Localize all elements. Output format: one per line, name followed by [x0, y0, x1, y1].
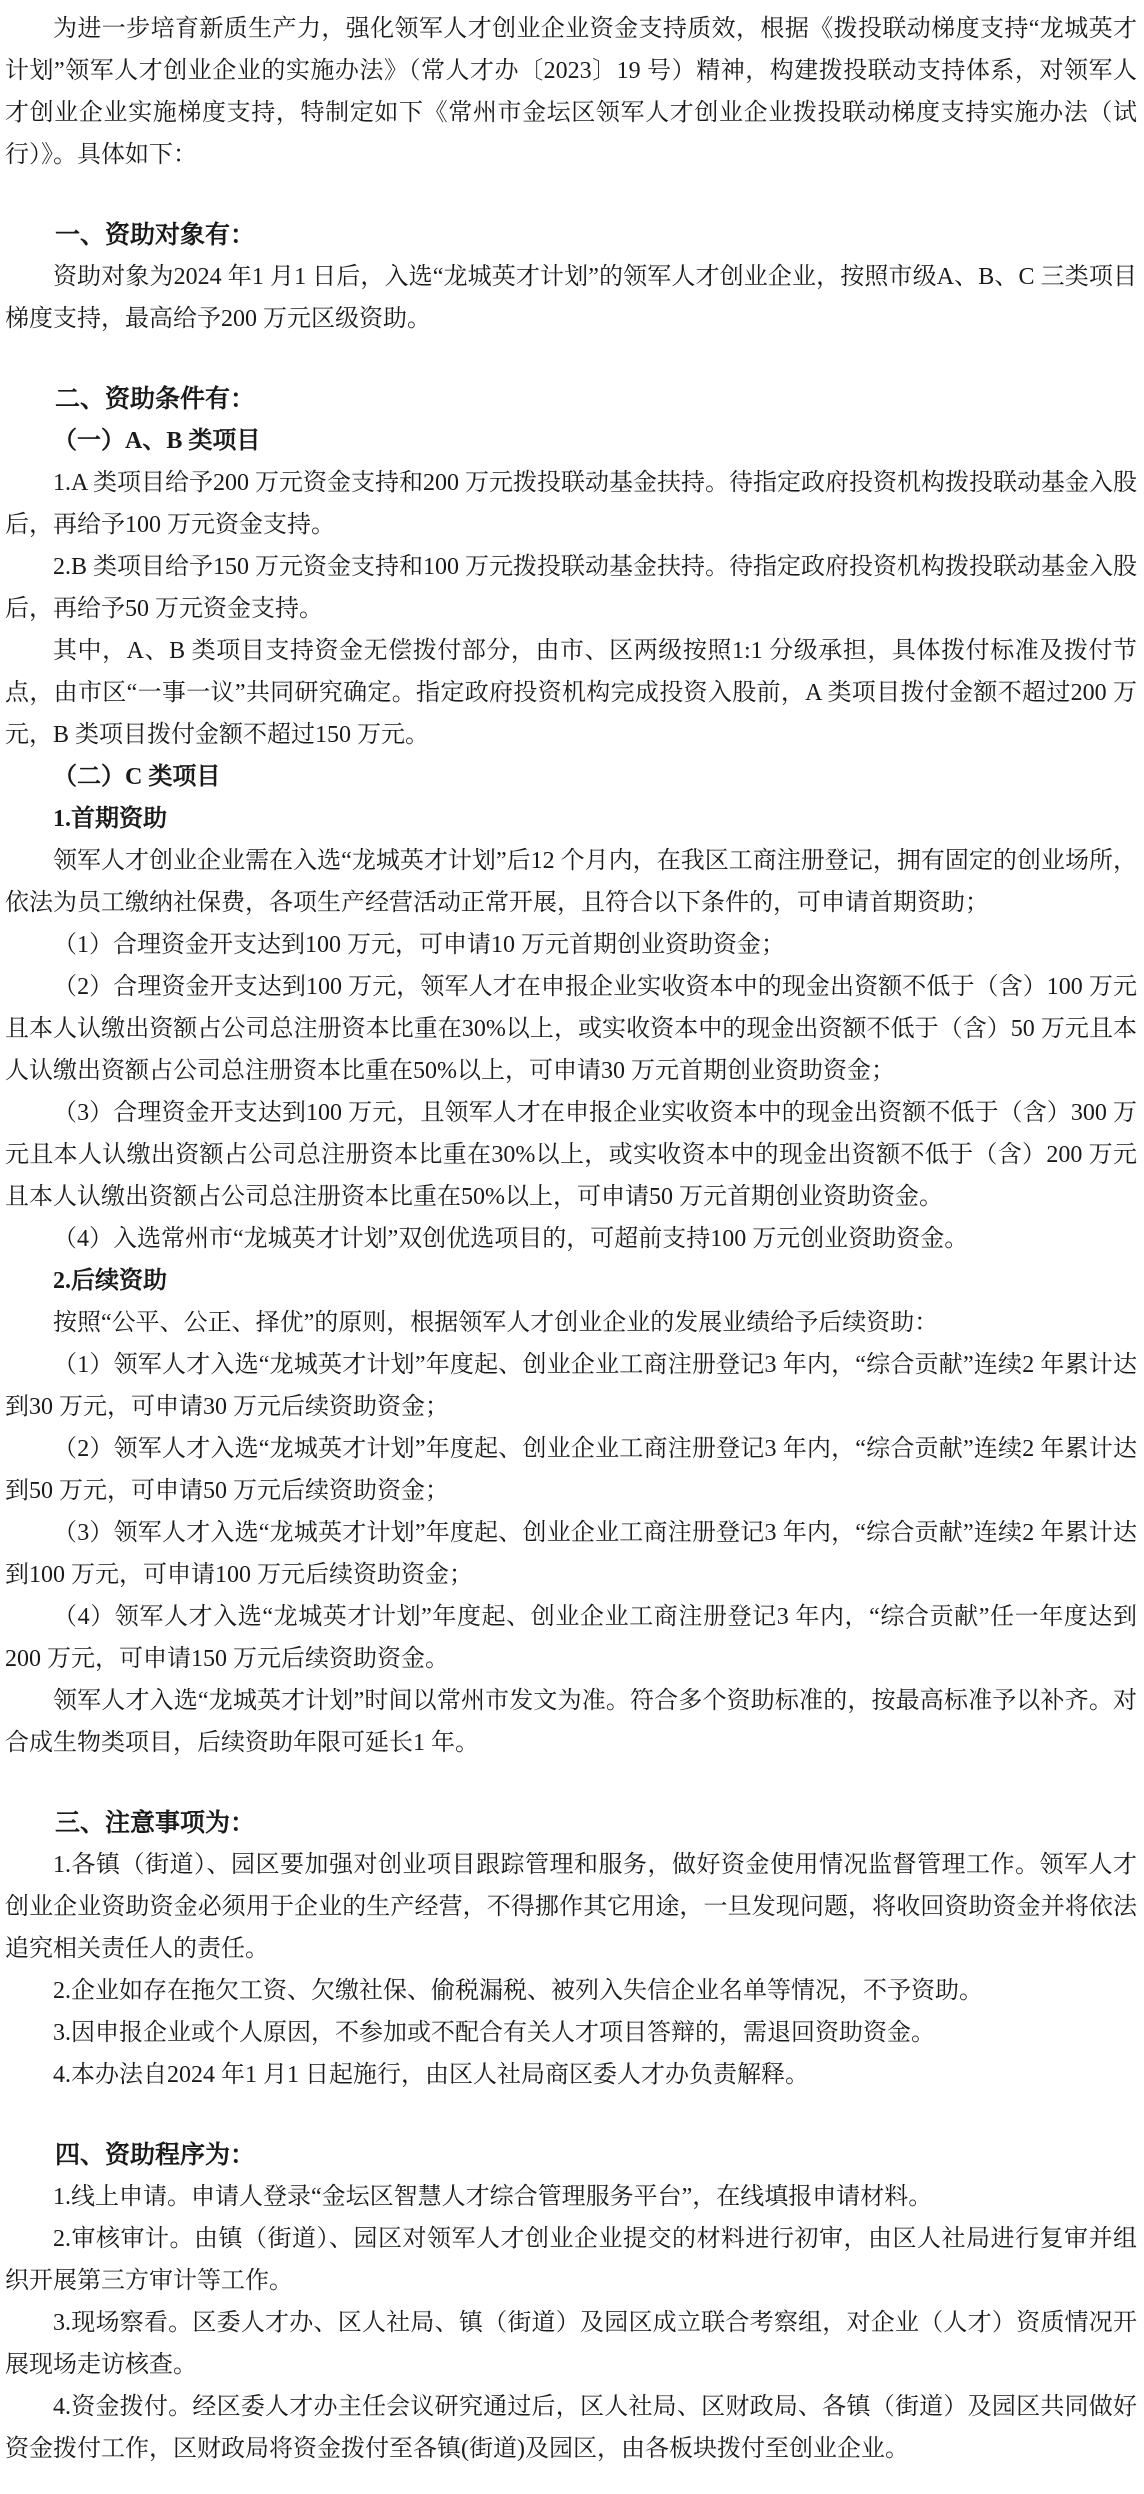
procedure-item: 1.线上申请。申请人登录“金坛区智慧人才综合管理服务平台”，在线填报申请材料。 [53, 2184, 933, 2210]
follow-up-item: （4）领军人才入选“龙城英才计划”年度起、创业企业工商注册登记3 年内，“综合贡献”任一年度达到200 万元，可申请150 万元后续资助资金。 [5, 1604, 1137, 1672]
first-phase-item: （4）入选常州市“龙城英才计划”双创优选项目的，可超前支持100 万元创业资助资金。 [53, 1226, 969, 1252]
procedure-item: 2.审核审计。由镇（街道）、园区对领军人才创业企业提交的材料进行初审，由区人社局进行复审并组织开展第三方审计等工作。 [5, 2226, 1137, 2294]
first-phase-heading: 1.首期资助 [53, 806, 167, 832]
project-a-paragraph: 1.A 类项目给予200 万元资金支持和200 万元拨投联动基金扶持。待指定政府投资机构拨投联动基金入股后，再给予100 万元资金支持。 [5, 470, 1138, 538]
project-b-paragraph: 2.B 类项目给予150 万元资金支持和100 万元拨投联动基金扶持。待指定政府投资机构拨投联动基金入股后，再给予50 万元资金支持。 [5, 554, 1138, 622]
notice-item: 2.企业如存在拖欠工资、欠缴社保、偷税漏税、被列入失信企业名单等情况，不予资助。 [53, 1978, 983, 2004]
section-2-sub-c-heading: （二）C 类项目 [53, 764, 221, 790]
follow-up-item: （3）领军人才入选“龙城英才计划”年度起、创业企业工商注册登记3 年内，“综合贡献”连续2 年累计达到100 万元，可申请100 万元后续资助资金； [5, 1520, 1137, 1588]
procedure-item: 3.现场察看。区委人才办、区人社局、镇（街道）及园区成立联合考察组，对企业（人才）资质情况开展现场走访核查。 [5, 2310, 1137, 2378]
first-phase-item: （3）合理资金开支达到100 万元，且领军人才在申报企业实收资本中的现金出资额不低于（含）300 万元且本人认缴出资额占公司总注册资本比重在30%以上，或实收资本中的现金出资额不低于（含）200 万元且本人认缴出资额占公司总注册资本比重在50%以上，可申请50 万元首期创业资助资金。 [5, 1100, 1137, 1210]
intro-paragraph: 为进一步培育新质生产力，强化领军人才创业企业资金支持质效，根据《拨投联动梯度支持“龙城英才计划”领军人才创业企业的实施办法》（常人才办〔2023〕19 号）精神，构建拨投联动支持体系，对领军人才创业企业实施梯度支持，特制定如下《常州市金坛区领军人才创业企业拨投联动梯度支持实施办法（试行）》。具体如下： [5, 16, 1137, 168]
follow-up-item: （2）领军人才入选“龙城英才计划”年度起、创业企业工商注册登记3 年内，“综合贡献”连续2 年累计达到50 万元，可申请50 万元后续资助资金； [5, 1436, 1137, 1504]
procedure-item: 4.资金拨付。经区委人才办主任会议研究通过后，区人社局、区财政局、各镇（街道）及园区共同做好资金拨付工作，区财政局将资金拨付至各镇(街道)及园区，由各板块拨付至创业企业。 [5, 2394, 1137, 2462]
section-3-heading: 三、注意事项为： [55, 1809, 256, 1837]
notice-item: 4.本办法自2024 年1 月1 日起施行，由区人社局商区委人才办负责解释。 [53, 2062, 809, 2088]
section-1-paragraph: 资助对象为2024 年1 月1 日后，入选“龙城英才计划”的领军人才创业企业，按照市级A、B、C 三类项目梯度支持，最高给予200 万元区级资助。 [5, 264, 1137, 332]
section-4-heading: 四、资助程序为： [55, 2141, 256, 2169]
notice-item: 3.因申报企业或个人原因，不参加或不配合有关人才项目答辩的，需退回资助资金。 [53, 2020, 935, 2046]
follow-up-note-paragraph: 领军人才入选“龙城英才计划”时间以常州市发文为准。符合多个资助标准的，按最高标准予以补齐。对合成生物类项目，后续资助年限可延长1 年。 [5, 1688, 1137, 1756]
follow-up-heading: 2.后续资助 [53, 1268, 167, 1294]
follow-up-principle-paragraph: 按照“公平、公正、择优”的原则，根据领军人才创业企业的发展业绩给予后续资助： [53, 1310, 939, 1336]
ab-funding-detail-paragraph: 其中，A、B 类项目支持资金无偿拨付部分，由市、区两级按照1:1 分级承担，具体拨付标准及拨付节点，由市区“一事一议”共同研究确定。指定政府投资机构完成投资入股前，A 类项目拨付金额不超过200 万元，B 类项目拨付金额不超过150 万元。 [5, 638, 1137, 748]
section-2-heading: 二、资助条件有： [55, 385, 256, 413]
section-2-sub-ab-heading: （一）A、B 类项目 [53, 428, 261, 454]
first-phase-item: （1）合理资金开支达到100 万元，可申请10 万元首期创业资助资金； [53, 932, 785, 958]
first-phase-intro-paragraph: 领军人才创业企业需在入选“龙城英才计划”后12 个月内，在我区工商注册登记，拥有固定的创业场所，依法为员工缴纳社保费，各项生产经营活动正常开展，且符合以下条件的，可申请首期资助； [5, 848, 1137, 916]
notice-item: 1.各镇（街道）、园区要加强对创业项目跟踪管理和服务，做好资金使用情况监督管理工作。领军人才创业企业资助资金必须用于企业的生产经营，不得挪作其它用途，一旦发现问题，将收回资助资金并将依法追究相关责任人的责任。 [5, 1852, 1137, 1962]
section-1-heading: 一、资助对象有： [55, 221, 256, 249]
first-phase-item: （2）合理资金开支达到100 万元，领军人才在申报企业实收资本中的现金出资额不低于（含）100 万元且本人认缴出资额占公司总注册资本比重在30%以上，或实收资本中的现金出资额不低于（含）50 万元且本人认缴出资额占公司总注册资本比重在50%以上，可申请30 万元首期创业资助资金； [5, 974, 1137, 1084]
follow-up-item: （1）领军人才入选“龙城英才计划”年度起、创业企业工商注册登记3 年内，“综合贡献”连续2 年累计达到30 万元，可申请30 万元后续资助资金； [5, 1352, 1137, 1420]
